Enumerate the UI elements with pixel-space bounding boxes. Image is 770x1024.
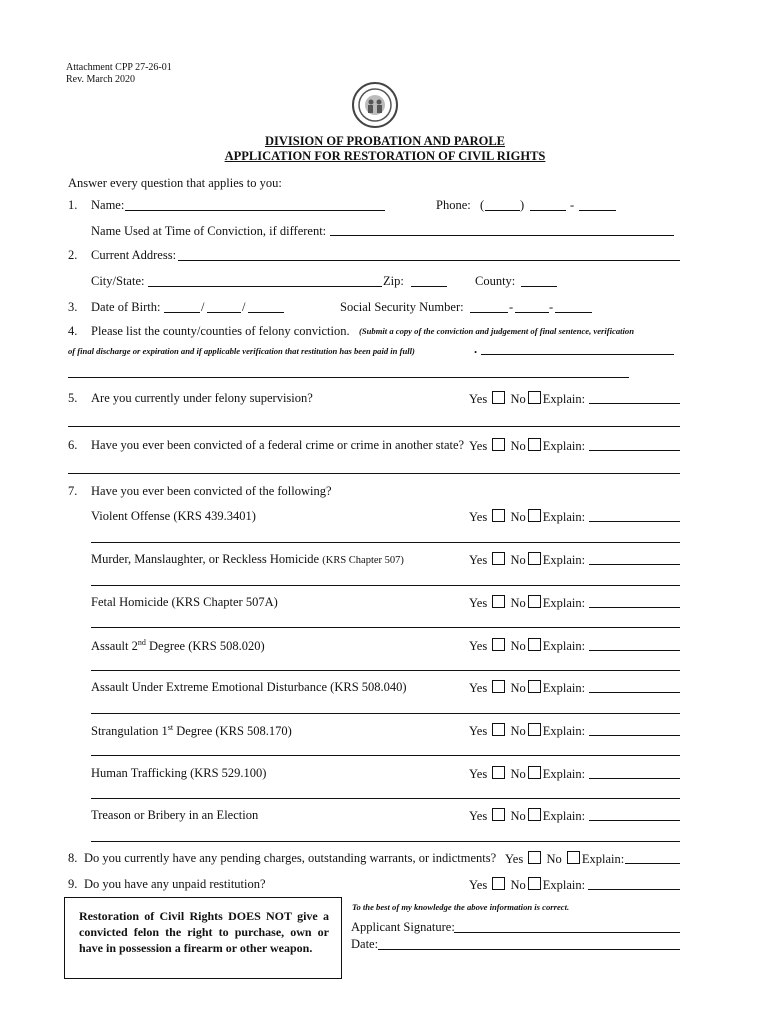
explain-field[interactable] <box>589 564 680 565</box>
dob-label: Date of Birth: <box>91 300 161 314</box>
q7-item-label: Assault Under Extreme Emotional Disturbance (KRS 508.040) <box>91 680 407 694</box>
superscript: nd <box>137 638 146 647</box>
q1-name-label: Name: <box>91 198 125 212</box>
no-checkbox[interactable] <box>528 595 541 608</box>
explain-label: Explain: <box>581 852 625 866</box>
q2-number: 2. <box>68 248 78 262</box>
no-checkbox[interactable] <box>528 766 541 779</box>
yes-label: Yes <box>469 553 488 567</box>
q7-item-text: Degree (KRS 508.020) <box>145 639 265 654</box>
yes-label: Yes <box>469 809 488 823</box>
q5-explain-field-2[interactable] <box>68 426 680 427</box>
q8-label: Do you currently have any pending charges, outstanding warrants, or indictments? <box>84 851 497 865</box>
q5-explain-field[interactable] <box>589 403 680 404</box>
instructions: Answer every question that applies to you: <box>68 176 282 190</box>
explain-field-2[interactable] <box>91 585 680 586</box>
alt-name-field[interactable] <box>330 235 674 236</box>
no-label: No <box>510 878 526 892</box>
no-label: No <box>510 392 526 406</box>
certification-statement: To the best of my knowledge the above information is correct. <box>352 902 570 912</box>
explain-field[interactable] <box>589 607 680 608</box>
explain-label: Explain: <box>542 510 586 524</box>
q4-counties-field-2[interactable] <box>68 377 629 378</box>
q6-no-checkbox[interactable] <box>528 438 541 451</box>
no-checkbox[interactable] <box>528 638 541 651</box>
no-checkbox[interactable] <box>528 680 541 693</box>
q7-yes-no <box>469 595 585 611</box>
q4-note-end: . <box>474 342 478 356</box>
title-line-2: APPLICATION FOR RESTORATION OF CIVIL RIGHTS <box>224 149 546 163</box>
q5-number: 5. <box>68 391 78 405</box>
q6-label: Have you ever been convicted of a federal crime or crime in another state? <box>91 438 465 452</box>
q6-explain-field-2[interactable] <box>68 473 680 474</box>
q9-yes-no <box>469 877 585 893</box>
no-checkbox[interactable] <box>528 509 541 522</box>
q4-label: Please list the county/counties of felony conviction. <box>91 324 350 338</box>
q4-note-part1: (Submit a copy of the conviction and judgement of final sentence, verification <box>359 326 634 336</box>
q4-number: 4. <box>68 324 78 338</box>
no-label: No <box>510 681 526 695</box>
explain-label: Explain: <box>542 596 586 610</box>
yes-label: Yes <box>469 767 488 781</box>
explain-field[interactable] <box>589 650 680 651</box>
q8-yes-checkbox[interactable] <box>528 851 541 864</box>
q7-item-krs: (KRS Chapter 507) <box>322 555 404 566</box>
explain-label: Explain: <box>542 878 586 892</box>
ssn-dash-1: - <box>509 300 514 314</box>
ssn-part2-field[interactable] <box>515 312 549 313</box>
city-state-field[interactable] <box>148 286 382 287</box>
signature-label: Applicant Signature: <box>351 920 455 934</box>
no-label: No <box>546 852 562 866</box>
yes-checkbox[interactable] <box>492 808 505 821</box>
firearm-notice: Restoration of Civil Rights DOES NOT give a convicted felon the right to purchase, own or have in possession a firearm or other weapon. <box>79 909 329 955</box>
yes-label: Yes <box>469 639 488 653</box>
no-checkbox[interactable] <box>528 552 541 565</box>
no-label: No <box>510 767 526 781</box>
no-label: No <box>510 439 526 453</box>
q7-item-text: Assault 2 <box>91 639 138 654</box>
dob-year-field[interactable] <box>248 312 284 313</box>
q3-number: 3. <box>68 300 78 314</box>
phone-area-code-field[interactable] <box>485 210 520 211</box>
explain-field-2[interactable] <box>91 841 680 842</box>
q5-yes-checkbox[interactable] <box>492 391 505 404</box>
q4-note-part2: of final discharge or expiration and if applicable verification that restitution has been paid in full) <box>68 346 415 356</box>
county-field[interactable] <box>521 286 557 287</box>
explain-label: Explain: <box>542 724 586 738</box>
explain-field-2[interactable] <box>91 798 680 799</box>
q7-yes-no <box>469 680 585 696</box>
yes-label: Yes <box>469 510 488 524</box>
yes-label: Yes <box>469 392 488 406</box>
date-label: Date: <box>351 937 379 951</box>
firearm-notice-box <box>64 897 342 979</box>
q9-explain-field[interactable] <box>588 889 680 890</box>
phone-label: Phone: <box>436 198 471 212</box>
ssn-part1-field[interactable] <box>470 312 508 313</box>
q9-number: 9. <box>68 877 78 891</box>
yes-label: Yes <box>469 681 488 695</box>
q9-yes-checkbox[interactable] <box>492 877 505 890</box>
address-field[interactable] <box>178 260 680 261</box>
no-checkbox[interactable] <box>528 723 541 736</box>
q7-yes-no <box>469 808 585 824</box>
q7-item-label: Treason or Bribery in an Election <box>91 808 259 822</box>
q7-item-text: Strangulation 1 <box>91 724 168 739</box>
phone-paren-close: ) <box>520 198 525 212</box>
no-label: No <box>510 639 526 653</box>
no-label: No <box>510 809 526 823</box>
no-label: No <box>510 724 526 738</box>
yes-checkbox[interactable] <box>492 509 505 522</box>
no-label: No <box>510 553 526 567</box>
q7-item-label <box>91 552 404 567</box>
q7-item-label: Fetal Homicide (KRS Chapter 507A) <box>91 595 278 609</box>
explain-field[interactable] <box>589 735 680 736</box>
attachment-number: Attachment CPP 27-26-01 <box>66 62 172 73</box>
address-label: Current Address: <box>91 248 177 262</box>
yes-checkbox[interactable] <box>492 680 505 693</box>
explain-field[interactable] <box>589 692 680 693</box>
yes-checkbox[interactable] <box>492 723 505 736</box>
dob-day-field[interactable] <box>207 312 241 313</box>
kentucky-seal-icon <box>352 82 398 128</box>
explain-field[interactable] <box>589 778 680 779</box>
no-label: No <box>510 596 526 610</box>
dob-month-field[interactable] <box>164 312 200 313</box>
q5-label: Are you currently under felony supervision? <box>91 391 313 405</box>
yes-checkbox[interactable] <box>492 552 505 565</box>
explain-field[interactable] <box>589 521 680 522</box>
q7-item-label: Human Trafficking (KRS 529.100) <box>91 766 267 780</box>
explain-label: Explain: <box>542 553 586 567</box>
page-title <box>0 134 770 164</box>
q8-number: 8. <box>68 851 78 865</box>
phone-prefix-field[interactable] <box>530 210 566 211</box>
city-state-label: City/State: <box>91 274 145 288</box>
ssn-label: Social Security Number: <box>340 300 464 314</box>
explain-field-2[interactable] <box>91 755 680 756</box>
yes-label: Yes <box>469 596 488 610</box>
q9-label: Do you have any unpaid restitution? <box>84 877 266 891</box>
yes-label: Yes <box>469 439 488 453</box>
explain-label: Explain: <box>542 639 586 653</box>
q7-item-label: Violent Offense (KRS 439.3401) <box>91 509 256 523</box>
explain-label: Explain: <box>542 767 586 781</box>
yes-label: Yes <box>469 724 488 738</box>
q1-number: 1. <box>68 198 78 212</box>
q5-yes-no <box>469 391 585 407</box>
alt-name-label: Name Used at Time of Conviction, if different: <box>91 224 327 238</box>
title-line-1: DIVISION OF PROBATION AND PAROLE <box>264 134 506 148</box>
q7-yes-no <box>469 638 585 654</box>
q7-yes-no <box>469 723 585 739</box>
no-label: No <box>510 510 526 524</box>
explain-field-2[interactable] <box>91 670 680 671</box>
ssn-part3-field[interactable] <box>555 312 592 313</box>
q7-item-text: Murder, Manslaughter, or Reckless Homicide <box>91 552 323 566</box>
yes-label: Yes <box>505 852 524 866</box>
q6-yes-no <box>469 438 585 454</box>
phone-line-field[interactable] <box>579 210 616 211</box>
q7-item-label <box>91 638 265 654</box>
name-field[interactable] <box>125 210 385 211</box>
q4-counties-field[interactable] <box>481 354 674 355</box>
dob-slash-1: / <box>201 300 205 314</box>
q9-no-checkbox[interactable] <box>528 877 541 890</box>
yes-checkbox[interactable] <box>492 638 505 651</box>
county-label: County: <box>475 274 516 288</box>
q7-number: 7. <box>68 484 78 498</box>
ssn-dash-2: - <box>549 300 554 314</box>
yes-label: Yes <box>469 878 488 892</box>
yes-checkbox[interactable] <box>492 766 505 779</box>
phone-dash: - <box>570 198 575 212</box>
q7-yes-no <box>469 552 585 568</box>
zip-label: Zip: <box>383 274 404 288</box>
explain-label: Explain: <box>542 809 586 823</box>
dob-slash-2: / <box>242 300 246 314</box>
explain-field-2[interactable] <box>91 713 680 714</box>
q7-yes-no <box>469 509 585 525</box>
q8-explain-field[interactable] <box>625 863 680 864</box>
q7-yes-no <box>469 766 585 782</box>
q6-explain-field[interactable] <box>589 450 680 451</box>
q7-item-text: Degree (KRS 508.170) <box>173 724 292 739</box>
q8-no-checkbox[interactable] <box>567 851 580 864</box>
signature-field[interactable] <box>454 932 680 933</box>
q7-label: Have you ever been convicted of the following? <box>91 484 332 498</box>
q6-number: 6. <box>68 438 78 452</box>
phone-paren-open: ( <box>480 198 485 212</box>
q7-item-label <box>91 723 292 739</box>
explain-field-2[interactable] <box>91 627 680 628</box>
revision-date: Rev. March 2020 <box>66 74 136 85</box>
explain-label: Explain: <box>542 392 586 406</box>
date-field[interactable] <box>378 949 680 950</box>
q5-no-checkbox[interactable] <box>528 391 541 404</box>
no-checkbox[interactable] <box>528 808 541 821</box>
superscript: st <box>167 723 174 732</box>
q8-yes-no <box>505 851 624 867</box>
explain-label: Explain: <box>542 439 586 453</box>
explain-field-2[interactable] <box>91 542 680 543</box>
yes-checkbox[interactable] <box>492 595 505 608</box>
q6-yes-checkbox[interactable] <box>492 438 505 451</box>
zip-field[interactable] <box>411 286 447 287</box>
explain-label: Explain: <box>542 681 586 695</box>
explain-field[interactable] <box>589 820 680 821</box>
